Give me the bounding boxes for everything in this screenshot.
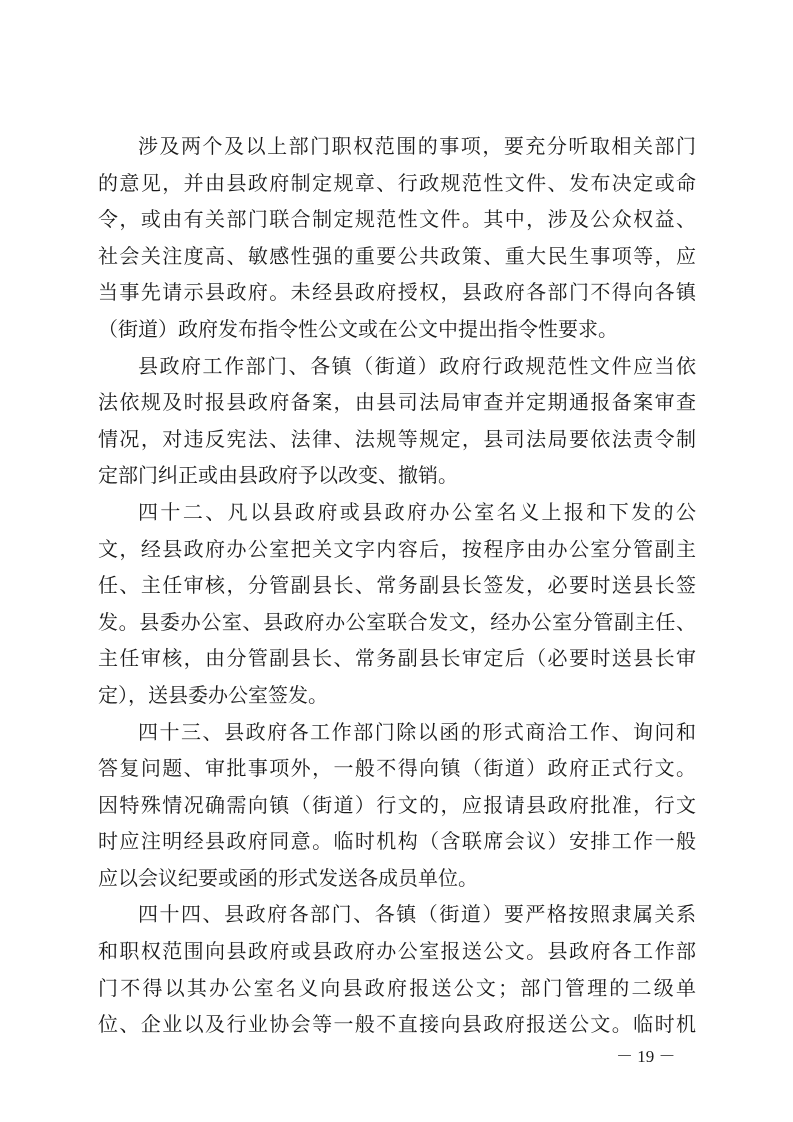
text-line: 发。县委办公室、县政府办公室联合发文，经办公室分管副主任、 [98,609,696,634]
text-line: 涉及两个及以上部门职权范围的事项，要充分听取相关部门 [138,134,696,158]
text-line: 的意见，并由县政府制定规章、行政规范性文件、发布决定或命 [98,170,696,195]
page-number: － 19 － [616,1047,676,1066]
paragraph [98,714,696,897]
text-line: 社会关注度高、敏感性强的重要公共政策、重大民生事项等，应 [98,243,696,268]
text-line: 时应注明经县政府同意。临时机构（含联席会议）安排工作一般 [98,829,696,854]
text-line: 文，经县政府办公室把关文字内容后，按程序由办公室分管副主 [98,536,696,561]
text-line: 任、主任审核，分管副县长、常务副县长签发，必要时送县长签 [98,573,696,598]
text-line: （街道）政府发布指令性公文或在公文中提出指令性要求。 [98,316,618,341]
text-line: 定），送县委办公室签发。 [98,682,328,707]
text-line: 法依规及时报县政府备案，由县司法局审查并定期通报备案审查 [98,390,696,415]
text-line: 位、企业以及行业协会等一般不直接向县政府报送公文。临时机 [98,1012,696,1037]
text-line: 县政府工作部门、各镇（街道）政府行政规范性文件应当依 [138,353,696,378]
paragraph [98,896,696,1042]
paragraph [98,348,696,494]
text-line: 情况，对违反宪法、法律、法规等规定，县司法局要依法责令制 [98,426,696,451]
text-line: 定部门纠正或由县政府予以改变、撤销。 [98,463,458,488]
text-line: 四十三、县政府各工作部门除以函的形式商洽工作、询问和 [138,719,696,744]
text-line: 四十四、县政府各部门、各镇（街道）要严格按照隶属关系 [138,902,696,927]
text-line: 主任审核，由分管副县长、常务副县长审定后（必要时送县长审 [98,646,696,671]
text-line: 应以会议纪要或函的形式发送各成员单位。 [98,865,478,890]
text-line: 当事先请示县政府。未经县政府授权，县政府各部门不得向各镇 [98,280,696,305]
text-line: 四十二、凡以县政府或县政府办公室名义上报和下发的公 [138,499,696,524]
text-line: 因特殊情况确需向镇（街道）行文的，应报请县政府批准，行文 [98,792,696,817]
paragraph [98,128,696,348]
text-line: 令，或由有关部门联合制定规范性文件。其中，涉及公众权益、 [98,207,696,232]
paragraph [98,494,696,714]
text-line: 答复问题、审批事项外，一般不得向镇（街道）政府正式行文。 [98,756,696,781]
text-line: 门不得以其办公室名义向县政府报送公文；部门管理的二级单 [98,975,696,1000]
text-line: 和职权范围向县政府或县政府办公室报送公文。县政府各工作部 [98,939,696,964]
document-body [98,128,696,1043]
